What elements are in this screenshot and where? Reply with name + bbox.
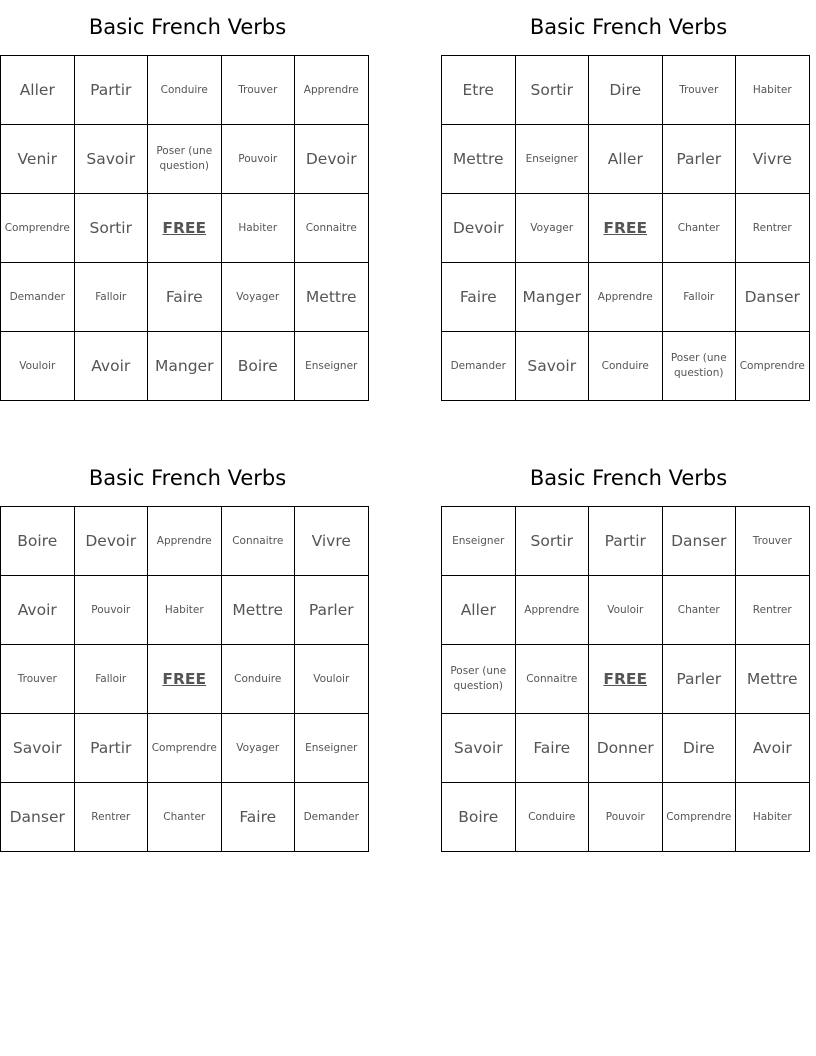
bingo-cell: Comprendre — [736, 332, 810, 401]
bingo-cell: Donner — [589, 714, 663, 783]
bingo-cell: Comprendre — [662, 783, 736, 852]
card-title: Basic French Verbs — [529, 466, 728, 490]
grid-row — [1, 714, 369, 783]
bingo-cell: Conduire — [589, 332, 663, 401]
bingo-cell: Boire — [442, 783, 516, 852]
grid-row — [442, 645, 810, 714]
grid-row — [442, 507, 810, 576]
bingo-cell: Enseigner — [295, 332, 369, 401]
bingo-cell: Chanter — [662, 576, 736, 645]
grid-row — [1, 783, 369, 852]
bingo-cell: Pouvoir — [74, 576, 148, 645]
bingo-cell: Connaitre — [295, 194, 369, 263]
bingo-cell: Devoir — [442, 194, 516, 263]
bingo-cell: Trouver — [736, 507, 810, 576]
free-space: FREE — [148, 645, 222, 714]
bingo-cell: Avoir — [1, 576, 75, 645]
bingo-cell: Trouver — [662, 56, 736, 125]
grid-row — [1, 576, 369, 645]
bingo-cell: Manger — [515, 263, 589, 332]
bingo-cell: Demander — [1, 263, 75, 332]
bingo-cell: Conduire — [221, 645, 295, 714]
card-title: Basic French Verbs — [88, 466, 287, 490]
bingo-cell: Danser — [662, 507, 736, 576]
bingo-cell: Falloir — [662, 263, 736, 332]
bingo-cell: Conduire — [148, 56, 222, 125]
free-space: FREE — [589, 645, 663, 714]
bingo-cell: Faire — [148, 263, 222, 332]
bingo-cell: Parler — [662, 125, 736, 194]
bingo-cell: Trouver — [1, 645, 75, 714]
grid-row — [442, 194, 810, 263]
bingo-cell: Avoir — [74, 332, 148, 401]
bingo-cell: Connaitre — [515, 645, 589, 714]
free-space: FREE — [589, 194, 663, 263]
bingo-cell: Enseigner — [442, 507, 516, 576]
bingo-cell: Falloir — [74, 645, 148, 714]
bingo-cell: Poser (une question) — [148, 125, 222, 194]
bingo-cell: Apprendre — [589, 263, 663, 332]
bingo-cell: Connaitre — [221, 507, 295, 576]
bingo-cell: Falloir — [74, 263, 148, 332]
bingo-cell: Savoir — [74, 125, 148, 194]
bingo-cell: Conduire — [515, 783, 589, 852]
bingo-grid — [441, 506, 810, 852]
grid-row — [442, 783, 810, 852]
bingo-cell: Faire — [515, 714, 589, 783]
bingo-cell: Mettre — [221, 576, 295, 645]
bingo-cell: Enseigner — [515, 125, 589, 194]
bingo-cell: Mettre — [736, 645, 810, 714]
bingo-cell: Dire — [589, 56, 663, 125]
bingo-cell: Partir — [589, 507, 663, 576]
bingo-cell: Mettre — [442, 125, 516, 194]
bingo-cell: Voyager — [221, 714, 295, 783]
bingo-cell: Apprendre — [295, 56, 369, 125]
bingo-cell: Parler — [662, 645, 736, 714]
grid-row — [1, 332, 369, 401]
bingo-cell: Savoir — [1, 714, 75, 783]
bingo-cell: Habiter — [736, 56, 810, 125]
bingo-cell: Vivre — [736, 125, 810, 194]
bingo-cell: Habiter — [736, 783, 810, 852]
grid-row — [442, 576, 810, 645]
bingo-cell: Pouvoir — [589, 783, 663, 852]
bingo-cell: Enseigner — [295, 714, 369, 783]
bingo-cell: Parler — [295, 576, 369, 645]
grid-row — [1, 645, 369, 714]
bingo-cell: Aller — [589, 125, 663, 194]
bingo-cell: Venir — [1, 125, 75, 194]
free-space: FREE — [148, 194, 222, 263]
bingo-cell: Pouvoir — [221, 125, 295, 194]
bingo-cell: Partir — [74, 714, 148, 783]
grid-row — [1, 125, 369, 194]
grid-row — [442, 714, 810, 783]
bingo-cell: Voyager — [221, 263, 295, 332]
bingo-cell: Voyager — [515, 194, 589, 263]
bingo-cell: Faire — [221, 783, 295, 852]
grid-row — [442, 263, 810, 332]
card-title: Basic French Verbs — [88, 15, 287, 39]
bingo-grid — [0, 55, 369, 401]
bingo-cell: Apprendre — [515, 576, 589, 645]
bingo-cell: Habiter — [148, 576, 222, 645]
bingo-cell: Apprendre — [148, 507, 222, 576]
bingo-cell: Vouloir — [1, 332, 75, 401]
bingo-cell: Trouver — [221, 56, 295, 125]
bingo-cell: Sortir — [515, 507, 589, 576]
bingo-cell: Chanter — [662, 194, 736, 263]
bingo-cell: Manger — [148, 332, 222, 401]
grid-row — [442, 332, 810, 401]
grid-row — [1, 56, 369, 125]
bingo-grid — [0, 506, 369, 852]
grid-row — [442, 125, 810, 194]
bingo-grid — [441, 55, 810, 401]
card-title: Basic French Verbs — [529, 15, 728, 39]
bingo-cell: Poser (une question) — [442, 645, 516, 714]
bingo-cell: Danser — [736, 263, 810, 332]
grid-row — [442, 56, 810, 125]
bingo-cell: Vivre — [295, 507, 369, 576]
bingo-cell: Habiter — [221, 194, 295, 263]
bingo-cell: Danser — [1, 783, 75, 852]
bingo-cell: Rentrer — [736, 576, 810, 645]
bingo-cell: Avoir — [736, 714, 810, 783]
bingo-cell: Dire — [662, 714, 736, 783]
bingo-cell: Comprendre — [1, 194, 75, 263]
bingo-cell: Savoir — [515, 332, 589, 401]
bingo-cell: Devoir — [295, 125, 369, 194]
bingo-cell: Rentrer — [736, 194, 810, 263]
bingo-cell: Comprendre — [148, 714, 222, 783]
grid-row — [1, 194, 369, 263]
grid-row — [1, 507, 369, 576]
bingo-cell: Sortir — [74, 194, 148, 263]
bingo-cell: Demander — [442, 332, 516, 401]
bingo-cell: Mettre — [295, 263, 369, 332]
bingo-cell: Sortir — [515, 56, 589, 125]
bingo-cell: Aller — [1, 56, 75, 125]
bingo-cell: Devoir — [74, 507, 148, 576]
bingo-cell: Vouloir — [589, 576, 663, 645]
bingo-cell: Boire — [1, 507, 75, 576]
bingo-cell: Boire — [221, 332, 295, 401]
bingo-cell: Partir — [74, 56, 148, 125]
bingo-cell: Savoir — [442, 714, 516, 783]
grid-row — [1, 263, 369, 332]
bingo-cell: Chanter — [148, 783, 222, 852]
bingo-cell: Etre — [442, 56, 516, 125]
bingo-cell: Demander — [295, 783, 369, 852]
bingo-cell: Vouloir — [295, 645, 369, 714]
bingo-cell: Faire — [442, 263, 516, 332]
bingo-cell: Poser (une question) — [662, 332, 736, 401]
bingo-cell: Aller — [442, 576, 516, 645]
bingo-cell: Rentrer — [74, 783, 148, 852]
